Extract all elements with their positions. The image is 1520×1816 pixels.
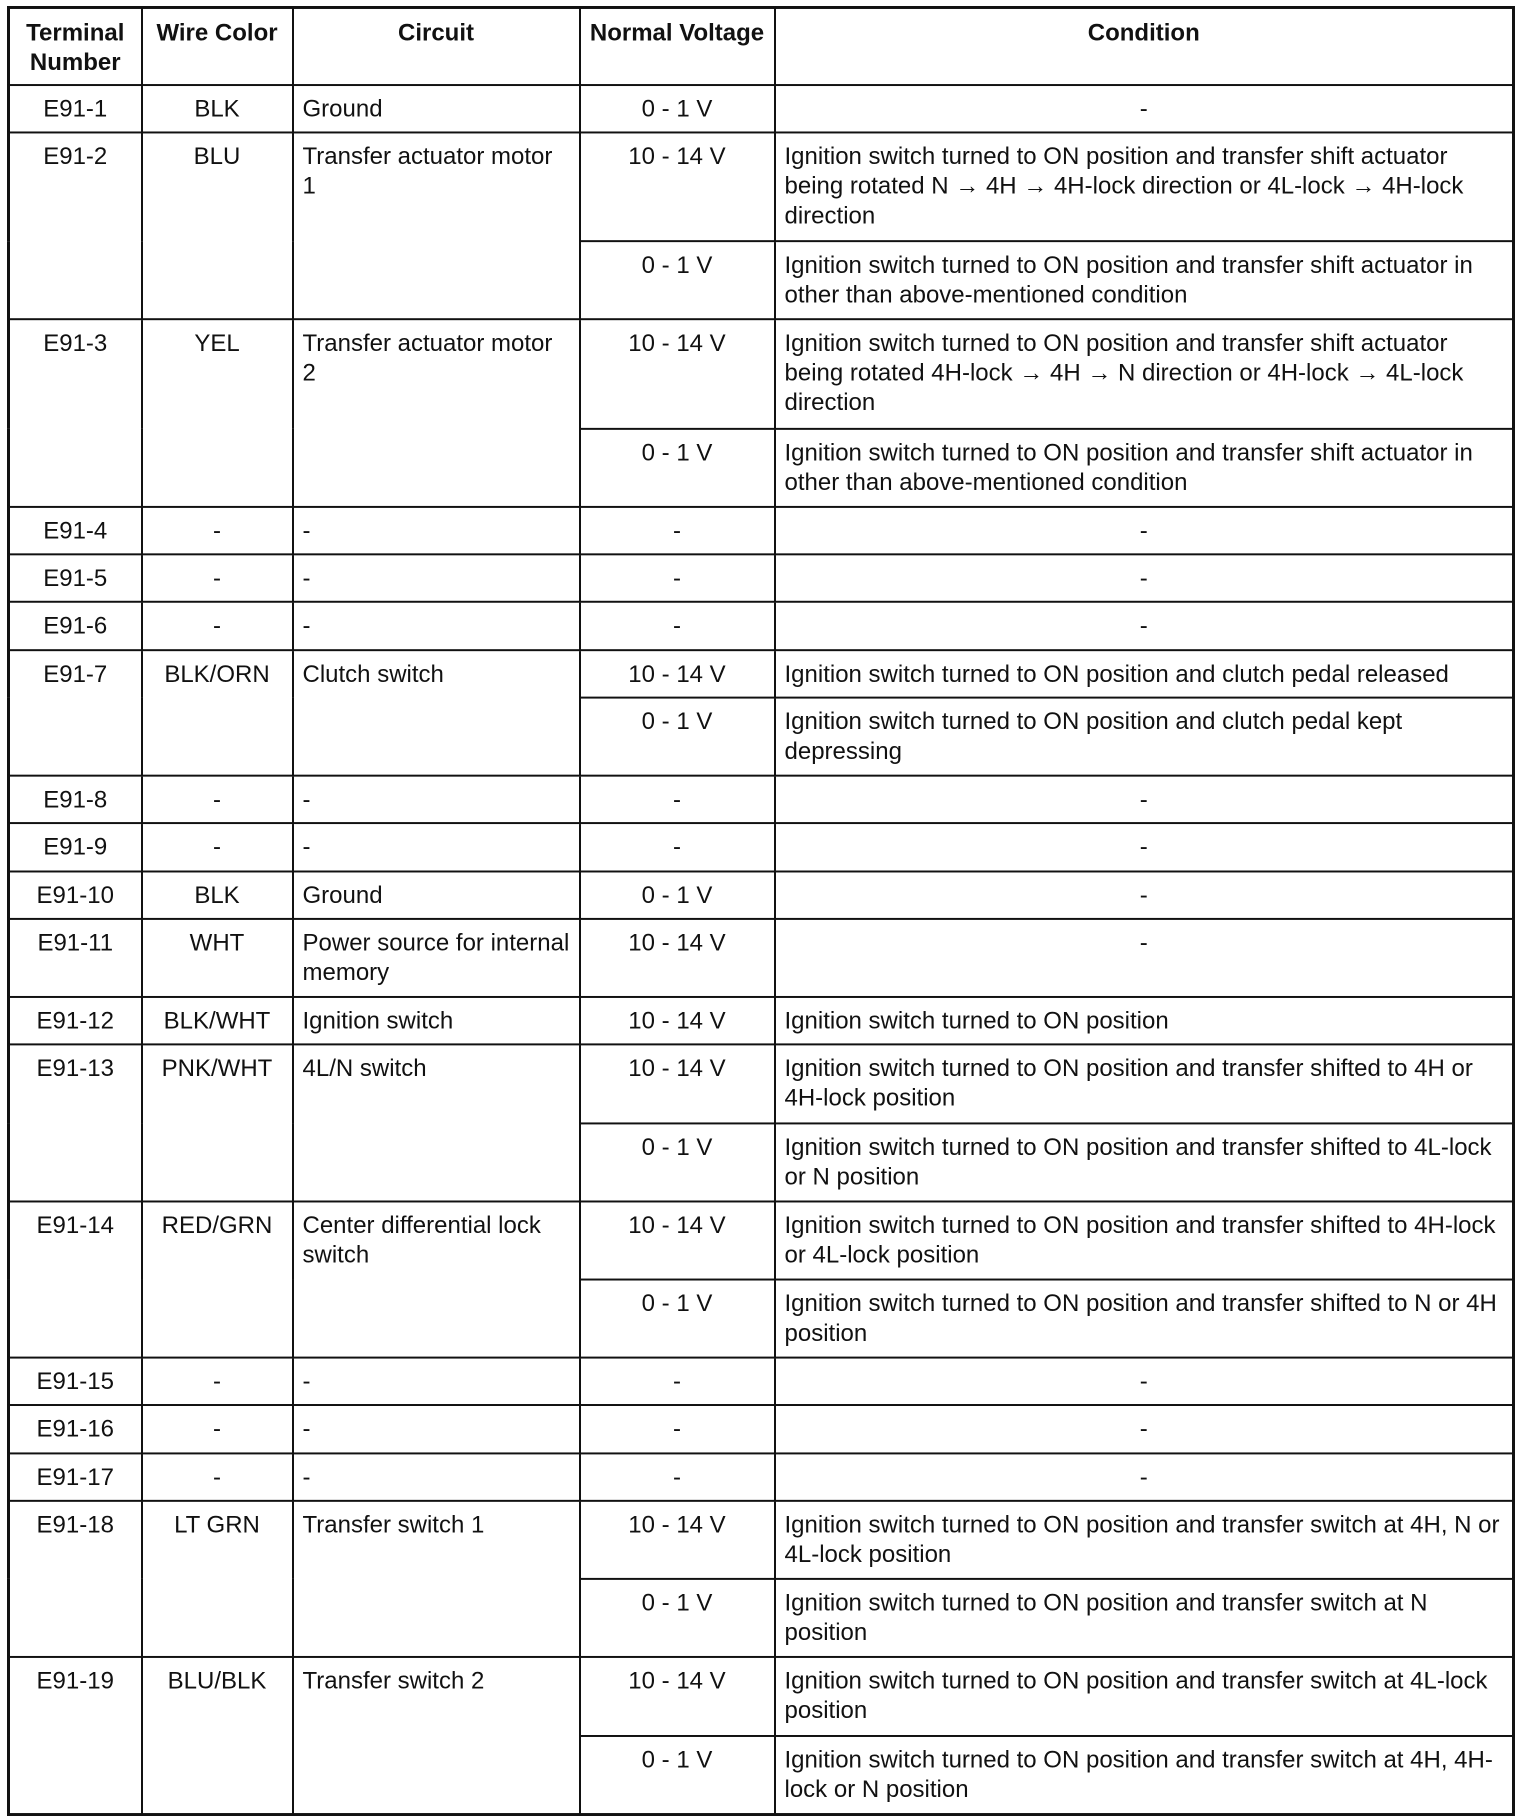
voltage-cell: 10 - 14 V <box>580 1501 775 1579</box>
voltage-cell: - <box>580 507 775 555</box>
table-row <box>9 1453 1514 1501</box>
table-row <box>9 133 1514 242</box>
table-row <box>9 1201 1514 1279</box>
condition-cell: Ignition switch turned to ON position and transfer shift actuator being rotated 4H-lock → 4H → N direction or 4H-lock → 4L-lock direction <box>775 320 1514 429</box>
wire-color-cell: - <box>142 507 293 555</box>
circuit-cell: Power source for internal memory <box>293 919 580 997</box>
condition-cell: - <box>775 1453 1514 1501</box>
terminal-cell: E91-17 <box>9 1453 142 1501</box>
voltage-cell: 0 - 1 V <box>580 1735 775 1814</box>
circuit-cell: - <box>293 507 580 555</box>
circuit-cell: Ground <box>293 85 580 133</box>
table-row <box>9 1405 1514 1453</box>
circuit-cell: - <box>293 823 580 871</box>
circuit-cell: - <box>293 776 580 824</box>
voltage-cell: - <box>580 1405 775 1453</box>
wire-color-cell: - <box>142 1453 293 1501</box>
voltage-cell: 0 - 1 V <box>580 1123 775 1201</box>
terminal-cell: E91-5 <box>9 554 142 602</box>
voltage-cell: 10 - 14 V <box>580 133 775 242</box>
voltage-cell: 10 - 14 V <box>580 997 775 1045</box>
voltage-cell: 10 - 14 V <box>580 1201 775 1279</box>
circuit-cell: 4L/N switch <box>293 1045 580 1201</box>
table-row <box>9 1045 1514 1123</box>
circuit-cell: - <box>293 1358 580 1406</box>
terminal-cell: E91-7 <box>9 650 142 776</box>
condition-cell: - <box>775 919 1514 997</box>
terminal-cell: E91-18 <box>9 1501 142 1657</box>
condition-cell: Ignition switch turned to ON position and clutch pedal released <box>775 650 1514 698</box>
voltage-cell: - <box>580 823 775 871</box>
condition-cell: Ignition switch turned to ON position and transfer switch at 4H, 4H-lock or N position <box>775 1735 1514 1814</box>
wire-color-cell: PNK/WHT <box>142 1045 293 1201</box>
wire-color-cell: BLK/ORN <box>142 650 293 776</box>
condition-cell: Ignition switch turned to ON position and clutch pedal kept depressing <box>775 698 1514 776</box>
condition-cell: Ignition switch turned to ON position and transfer shifted to 4H or 4H-lock position <box>775 1045 1514 1123</box>
table-row <box>9 997 1514 1045</box>
condition-cell: Ignition switch turned to ON position and transfer switch at N position <box>775 1579 1514 1657</box>
condition-cell: - <box>775 1405 1514 1453</box>
condition-cell: Ignition switch turned to ON position <box>775 997 1514 1045</box>
voltage-cell: 0 - 1 V <box>580 1579 775 1657</box>
condition-cell: Ignition switch turned to ON position and transfer shift actuator being rotated N → 4H → 4H-lock direction or 4L-lock → 4H-lock direction <box>775 133 1514 242</box>
wire-color-cell: - <box>142 1358 293 1406</box>
voltage-cell: - <box>580 554 775 602</box>
voltage-cell: 10 - 14 V <box>580 1045 775 1123</box>
wire-color-cell: YEL <box>142 320 293 507</box>
terminal-cell: E91-16 <box>9 1405 142 1453</box>
wire-color-cell: RED/GRN <box>142 1201 293 1357</box>
wire-color-cell: BLU <box>142 133 293 320</box>
circuit-cell: - <box>293 1405 580 1453</box>
condition-cell: - <box>775 776 1514 824</box>
header-circuit: Circuit <box>293 7 580 85</box>
wire-color-cell: BLK/WHT <box>142 997 293 1045</box>
circuit-cell: - <box>293 554 580 602</box>
condition-cell: Ignition switch turned to ON position and transfer switch at 4H, N or 4L-lock position <box>775 1501 1514 1579</box>
condition-cell: - <box>775 1358 1514 1406</box>
circuit-cell: Transfer actuator motor 2 <box>293 320 580 507</box>
table-row <box>9 1501 1514 1579</box>
wire-color-cell: BLK <box>142 85 293 133</box>
condition-cell: - <box>775 823 1514 871</box>
condition-cell: - <box>775 554 1514 602</box>
table-row <box>9 823 1514 871</box>
condition-cell: Ignition switch turned to ON position and transfer shifted to 4H-lock or 4L-lock position <box>775 1201 1514 1279</box>
table-row <box>9 1657 1514 1735</box>
condition-cell: - <box>775 85 1514 133</box>
condition-cell: Ignition switch turned to ON position and transfer shifted to 4L-lock or N position <box>775 1123 1514 1201</box>
voltage-cell: 10 - 14 V <box>580 650 775 698</box>
terminal-cell: E91-14 <box>9 1201 142 1357</box>
voltage-cell: 0 - 1 V <box>580 241 775 319</box>
table-row <box>9 320 1514 429</box>
table-row <box>9 554 1514 602</box>
circuit-cell: Center differential lock switch <box>293 1201 580 1357</box>
header-terminal: Terminal Number <box>9 7 142 85</box>
voltage-cell: - <box>580 1358 775 1406</box>
terminal-cell: E91-9 <box>9 823 142 871</box>
terminal-cell: E91-13 <box>9 1045 142 1201</box>
circuit-cell: Clutch switch <box>293 650 580 776</box>
wire-color-cell: LT GRN <box>142 1501 293 1657</box>
voltage-cell: 0 - 1 V <box>580 698 775 776</box>
voltage-cell: - <box>580 776 775 824</box>
wire-color-cell: - <box>142 823 293 871</box>
terminal-cell: E91-19 <box>9 1657 142 1814</box>
wire-color-cell: BLK <box>142 871 293 919</box>
table-row <box>9 919 1514 997</box>
condition-cell: - <box>775 507 1514 555</box>
table-row <box>9 871 1514 919</box>
voltage-cell: 10 - 14 V <box>580 919 775 997</box>
table-row <box>9 507 1514 555</box>
circuit-cell: - <box>293 602 580 650</box>
circuit-cell: - <box>293 1453 580 1501</box>
header-normal-voltage: Normal Voltage <box>580 7 775 85</box>
circuit-cell: Ground <box>293 871 580 919</box>
circuit-cell: Ignition switch <box>293 997 580 1045</box>
terminal-cell: E91-8 <box>9 776 142 824</box>
wire-color-cell: - <box>142 554 293 602</box>
condition-cell: Ignition switch turned to ON position and transfer shifted to N or 4H position <box>775 1279 1514 1357</box>
wire-color-cell: - <box>142 1405 293 1453</box>
voltage-cell: 0 - 1 V <box>580 428 775 506</box>
terminal-cell: E91-1 <box>9 85 142 133</box>
wire-color-cell: WHT <box>142 919 293 997</box>
table-row <box>9 602 1514 650</box>
terminal-cell: E91-3 <box>9 320 142 507</box>
voltage-cell: - <box>580 1453 775 1501</box>
table-row <box>9 776 1514 824</box>
voltage-cell: 10 - 14 V <box>580 320 775 429</box>
header-condition: Condition <box>775 7 1514 85</box>
condition-cell: Ignition switch turned to ON position and transfer shift actuator in other than above-mentioned condition <box>775 428 1514 506</box>
wire-color-cell: BLU/BLK <box>142 1657 293 1814</box>
circuit-cell: Transfer switch 1 <box>293 1501 580 1657</box>
wire-color-cell: - <box>142 602 293 650</box>
condition-cell: Ignition switch turned to ON position and transfer switch at 4L-lock position <box>775 1657 1514 1735</box>
header-row <box>9 7 1514 85</box>
wire-color-cell: - <box>142 776 293 824</box>
voltage-cell: 0 - 1 V <box>580 871 775 919</box>
terminal-cell: E91-10 <box>9 871 142 919</box>
table-row <box>9 650 1514 698</box>
terminal-table <box>7 6 1515 1816</box>
circuit-cell: Transfer switch 2 <box>293 1657 580 1814</box>
condition-cell: Ignition switch turned to ON position and transfer shift actuator in other than above-mentioned condition <box>775 241 1514 319</box>
circuit-cell: Transfer actuator motor 1 <box>293 133 580 320</box>
voltage-cell: - <box>580 602 775 650</box>
terminal-cell: E91-15 <box>9 1358 142 1406</box>
table-body <box>9 85 1514 1814</box>
condition-cell: - <box>775 602 1514 650</box>
voltage-cell: 10 - 14 V <box>580 1657 775 1735</box>
table-row <box>9 85 1514 133</box>
header-wire-color: Wire Color <box>142 7 293 85</box>
terminal-cell: E91-4 <box>9 507 142 555</box>
terminal-cell: E91-11 <box>9 919 142 997</box>
voltage-cell: 0 - 1 V <box>580 85 775 133</box>
terminal-cell: E91-2 <box>9 133 142 320</box>
terminal-cell: E91-6 <box>9 602 142 650</box>
table-row <box>9 1358 1514 1406</box>
condition-cell: - <box>775 871 1514 919</box>
voltage-cell: 0 - 1 V <box>580 1279 775 1357</box>
terminal-cell: E91-12 <box>9 997 142 1045</box>
